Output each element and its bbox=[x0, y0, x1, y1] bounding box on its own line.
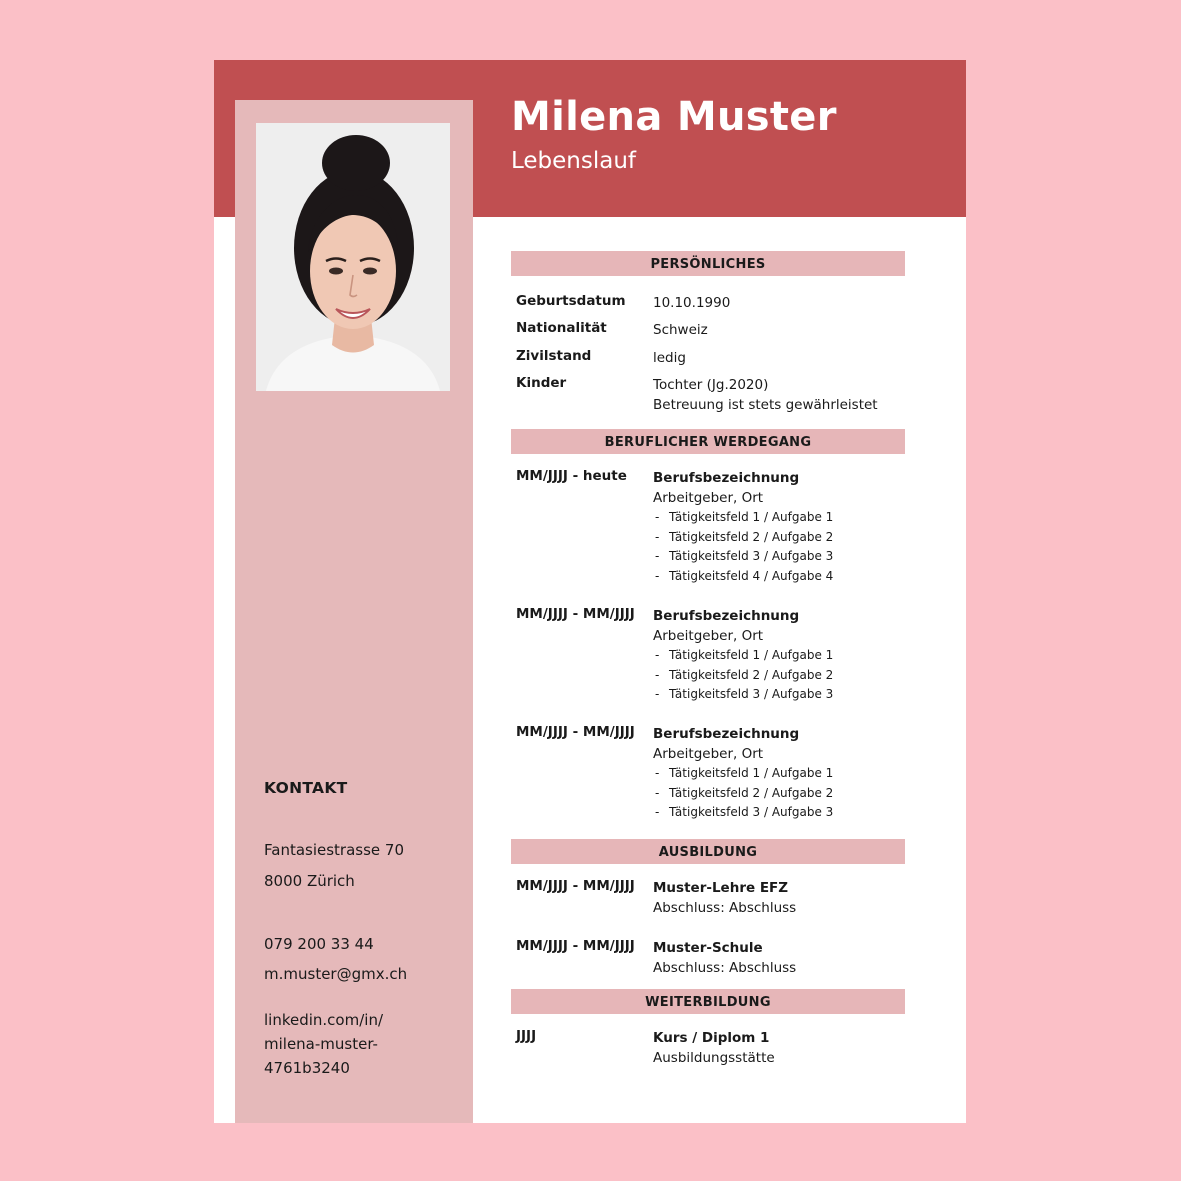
personal-value: 10.10.1990 bbox=[653, 295, 731, 311]
contact-email: m.muster@gmx.ch bbox=[264, 965, 408, 983]
personal-label: Kinder bbox=[516, 375, 567, 391]
section-personal-heading: PERSÖNLICHES bbox=[511, 251, 905, 276]
personal-value: ledig bbox=[653, 350, 686, 366]
contact-street: Fantasiestrasse 70 bbox=[264, 841, 405, 859]
career-task: - Tätigkeitsfeld 2 / Aufgabe 2 bbox=[653, 666, 833, 686]
education-detail: Abschluss: Abschluss bbox=[653, 900, 797, 916]
cv-page bbox=[214, 60, 966, 1123]
career-task: - Tätigkeitsfeld 1 / Aufgabe 1 bbox=[653, 646, 833, 666]
career-title: Berufsbezeichnung bbox=[653, 470, 800, 486]
section-education-heading: AUSBILDUNG bbox=[511, 839, 905, 864]
career-employer: Arbeitgeber, Ort bbox=[653, 490, 764, 506]
personal-value: Schweiz bbox=[653, 322, 708, 338]
career-task-list bbox=[653, 508, 833, 586]
career-task: - Tätigkeitsfeld 1 / Aufgabe 1 bbox=[653, 764, 833, 784]
education-date: MM/JJJJ - MM/JJJJ bbox=[516, 878, 635, 894]
career-task: - Tätigkeitsfeld 3 / Aufgabe 3 bbox=[653, 547, 833, 567]
career-employer: Arbeitgeber, Ort bbox=[653, 628, 764, 644]
contact-linkedin-line-1: linkedin.com/in/ bbox=[264, 1011, 384, 1029]
training-detail: Ausbildungsstätte bbox=[653, 1050, 775, 1066]
career-task: - Tätigkeitsfeld 3 / Aufgabe 3 bbox=[653, 803, 833, 823]
career-date: MM/JJJJ - MM/JJJJ bbox=[516, 606, 635, 622]
career-task: - Tätigkeitsfeld 3 / Aufgabe 3 bbox=[653, 685, 833, 705]
contact-linkedin-line-2: milena-muster- bbox=[264, 1035, 378, 1053]
career-employer: Arbeitgeber, Ort bbox=[653, 746, 764, 762]
career-date: MM/JJJJ - heute bbox=[516, 468, 627, 484]
contact-heading: KONTAKT bbox=[264, 779, 348, 797]
contact-linkedin-line-3: 4761b3240 bbox=[264, 1059, 350, 1077]
career-task: - Tätigkeitsfeld 4 / Aufgabe 4 bbox=[653, 567, 833, 587]
training-date: JJJJ bbox=[516, 1028, 537, 1044]
career-title: Berufsbezeichnung bbox=[653, 726, 800, 742]
career-task: - Tätigkeitsfeld 2 / Aufgabe 2 bbox=[653, 784, 833, 804]
career-task: - Tätigkeitsfeld 2 / Aufgabe 2 bbox=[653, 528, 833, 548]
document-subtitle: Lebenslauf bbox=[511, 148, 637, 174]
personal-value-line: Betreuung ist stets gewährleistet bbox=[653, 397, 878, 413]
education-title: Muster-Lehre EFZ bbox=[653, 880, 789, 896]
personal-label: Geburtsdatum bbox=[516, 293, 626, 309]
education-date: MM/JJJJ - MM/JJJJ bbox=[516, 938, 635, 954]
personal-label: Zivilstand bbox=[516, 348, 592, 364]
career-task-list bbox=[653, 764, 833, 823]
personal-value bbox=[653, 375, 878, 415]
contact-city: 8000 Zürich bbox=[264, 872, 355, 890]
career-task-list bbox=[653, 646, 833, 705]
education-title: Muster-Schule bbox=[653, 940, 763, 956]
candidate-name: Milena Muster bbox=[511, 94, 837, 140]
career-task: - Tätigkeitsfeld 1 / Aufgabe 1 bbox=[653, 508, 833, 528]
career-title: Berufsbezeichnung bbox=[653, 608, 800, 624]
section-training-heading: WEITERBILDUNG bbox=[511, 989, 905, 1014]
contact-phone: 079 200 33 44 bbox=[264, 935, 374, 953]
training-title: Kurs / Diplom 1 bbox=[653, 1030, 770, 1046]
education-detail: Abschluss: Abschluss bbox=[653, 960, 797, 976]
personal-value-line: Tochter (Jg.2020) bbox=[653, 377, 769, 393]
profile-photo bbox=[256, 123, 450, 391]
personal-label: Nationalität bbox=[516, 320, 607, 336]
career-date: MM/JJJJ - MM/JJJJ bbox=[516, 724, 635, 740]
section-career-heading: BERUFLICHER WERDEGANG bbox=[511, 429, 905, 454]
